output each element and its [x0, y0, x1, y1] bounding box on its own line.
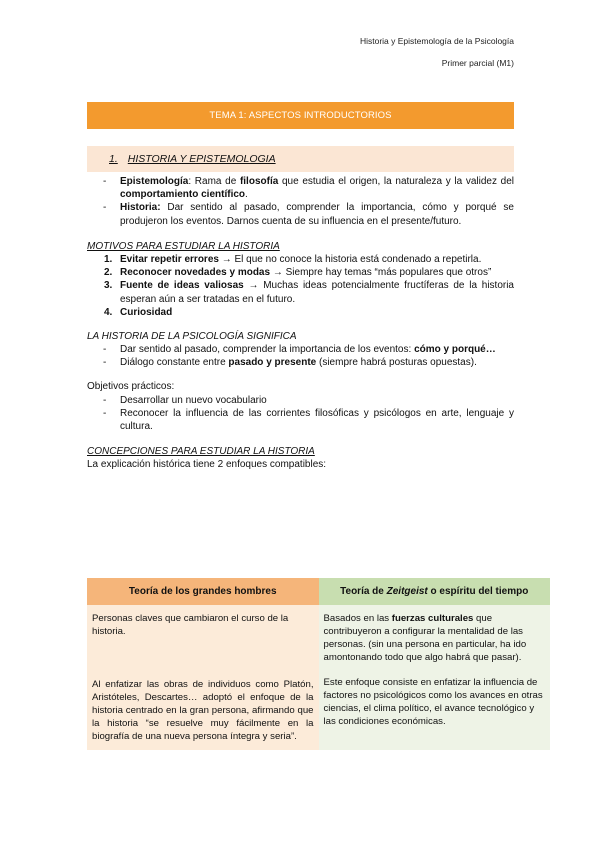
text: Basados en las	[323, 613, 392, 624]
section-heading	[87, 146, 514, 172]
bold-text: cómo y porqué…	[414, 344, 496, 356]
list-item: - Reconocer la influencia de las corrientes filosóficas y psicólogos en arte, lenguaje y cultura.	[87, 407, 514, 433]
col1-cell	[87, 605, 319, 750]
significa-heading: LA HISTORIA DE LA PSICOLOGÍA SIGNIFICA	[87, 330, 297, 342]
comparison-table	[87, 578, 550, 750]
text: que estudia el origen, la naturaleza y la validez del	[278, 176, 515, 187]
col1-paragraph: Al enfatizar las obras de individuos como Platón, Aristóteles, Descartes… adoptó el enfoque de la historia centrado en la gran persona, afirmando que la historia “se resuelve muy fácilmente en la biografía de una nueva persona íntegra y seria”.	[92, 678, 314, 742]
table-header-row	[87, 578, 550, 605]
course-title: Historia y Epistemología de la Psicología	[359, 36, 514, 46]
motivos-heading: MOTIVOS PARA ESTUDIAR LA HISTORIA	[87, 240, 280, 252]
list-item	[87, 266, 514, 279]
definitions-list	[87, 175, 514, 228]
motivos-list	[87, 253, 514, 319]
col1-header: Teoría de los grandes hombres	[87, 578, 319, 605]
concepciones-heading: CONCEPCIONES PARA ESTUDIAR LA HISTORIA	[87, 446, 315, 458]
list-item	[87, 356, 514, 369]
definition-epistemologia	[87, 175, 514, 201]
significa-list	[87, 343, 514, 369]
bold-text: Curiosidad	[120, 306, 173, 318]
text: que contribuyeron a configurar la mentalidad de las personas. (sin una persona en particular, ha ido amontonando todo que algo habrá que pasar).	[323, 613, 527, 663]
header-text: Teoría de	[340, 585, 387, 597]
text: → Siempre hay temas “más populares que otros”	[270, 267, 492, 279]
definition-historia	[87, 201, 514, 227]
header-emphasis: Zeitgeist	[386, 585, 428, 597]
text: → Muchas ideas potencialmente fructíferas de la historia esperan aún a ser tratadas en el futuro.	[120, 280, 514, 305]
text: .	[245, 189, 248, 201]
text: Dar sentido al pasado, comprender la importancia, cómo y porqué se produjeron los eventos. Darnos cuenta de su influencia en el presente/futuro.	[120, 202, 514, 227]
bold-text: comportamiento científico	[120, 189, 246, 201]
document-body	[87, 102, 514, 472]
objetivos-list	[87, 394, 514, 434]
header-text: o espíritu del tiempo	[427, 585, 529, 597]
item-number: 1.	[104, 253, 113, 265]
col2-cell	[319, 605, 551, 750]
item-number: 3.	[104, 280, 113, 292]
bold-text: Reconocer novedades y modas	[120, 267, 271, 279]
table-row	[87, 605, 550, 750]
topic-banner: TEMA 1: ASPECTOS INTRODUCTORIOS	[87, 102, 514, 129]
bold-text: pasado y presente	[228, 357, 317, 369]
section-number: 1.	[109, 153, 118, 165]
list-item	[87, 279, 514, 305]
objetivos-heading: Objetivos prácticos:	[87, 381, 175, 393]
col2-paragraph	[324, 613, 546, 665]
list-item	[87, 253, 514, 266]
text: Rama de	[191, 176, 240, 187]
term: Historia:	[120, 202, 161, 214]
term: Epistemología	[120, 176, 189, 187]
bold-text: Fuente de ideas valiosas	[120, 280, 244, 292]
section-title: HISTORIA Y EPISTEMOLOGIA	[127, 153, 276, 165]
col2-paragraph: Este enfoque consiste en enfatizar la influencia de factores no psicológicos como los avances en otras ciencias, el clima político, el avance tecnológico y las condiciones económicas.	[323, 676, 543, 727]
bold-text: fuerzas culturales	[391, 613, 474, 624]
text: Dar sentido al pasado, comprender la importancia de los eventos:	[120, 344, 415, 356]
text: (siempre habrá posturas opuestas).	[316, 357, 477, 369]
colon: :	[188, 176, 192, 187]
item-number: 2.	[104, 267, 113, 279]
item-number: 4.	[104, 306, 113, 318]
list-item: - Desarrollar un nuevo vocabulario	[87, 394, 514, 407]
col1-paragraph: Personas claves que cambiaron el curso de la historia.	[92, 613, 289, 637]
concepciones-intro: La explicación histórica tiene 2 enfoques compatibles:	[87, 459, 327, 471]
exam-label: Primer parcial (M1)	[441, 58, 514, 68]
text: Diálogo constante entre	[120, 357, 229, 369]
bold-text: Evitar repetir errores	[120, 253, 219, 265]
bold-text: filosofía	[239, 176, 279, 187]
col2-header	[319, 578, 551, 605]
text: → El que no conoce la historia está condenado a repetirla.	[218, 253, 482, 265]
list-item	[87, 306, 514, 319]
list-item	[87, 343, 514, 356]
